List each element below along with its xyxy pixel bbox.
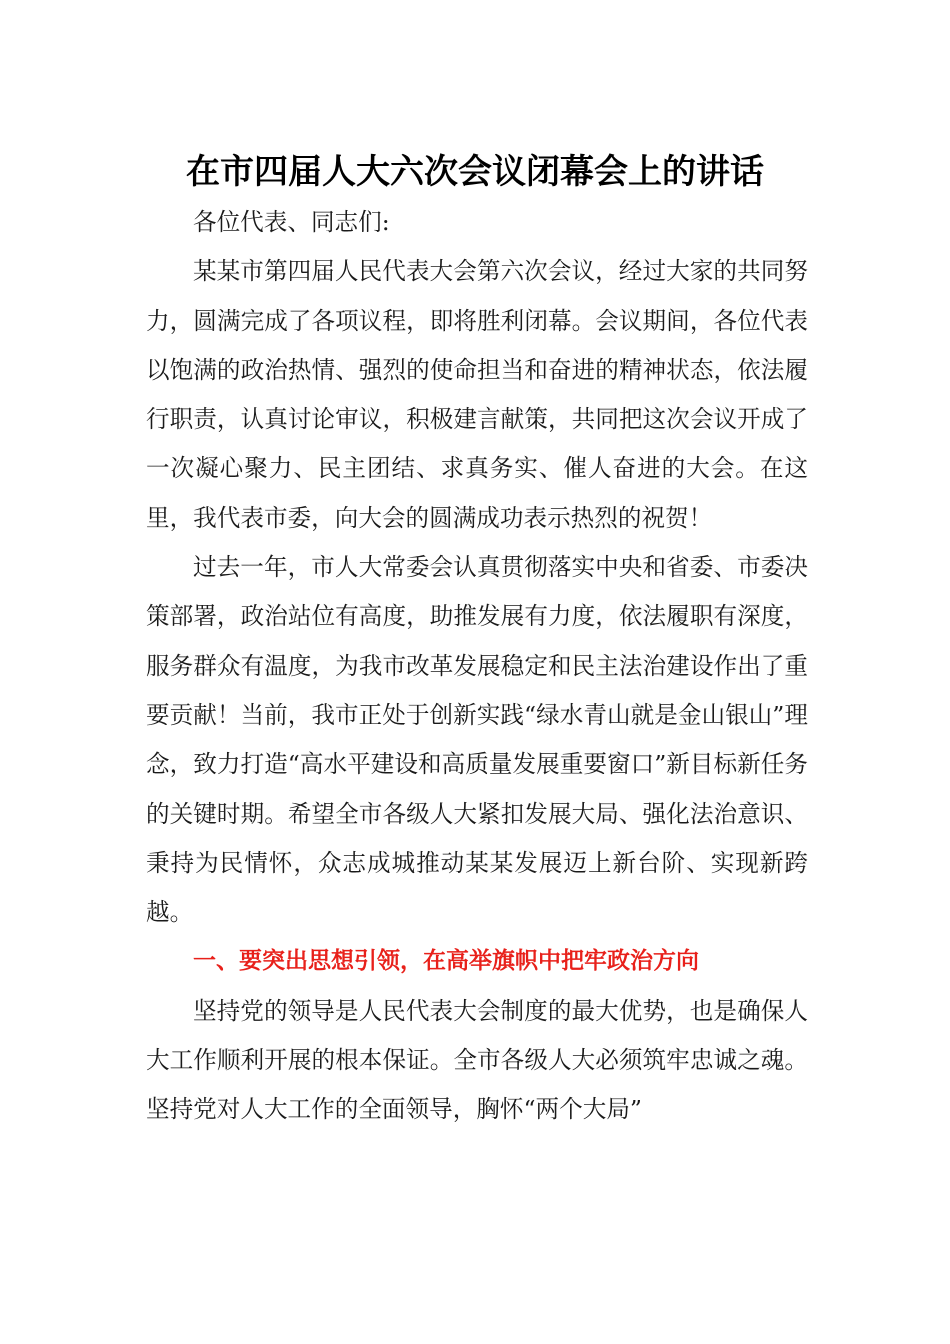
paragraph-review: 过去一年，市人大常委会认真贯彻落实中央和省委、市委决策部署，政治站位有高度，助推发展有力度，依法履职有深度，服务群众有温度，为我市改革发展稳定和民主法治建设作出了重要贡献！当前，我市正处于创新实践“绿水青山就是金山银山”理念，致力打造“高水平建设和高质量发展重要窗口”新目标新任务的关键时期。希望全市各级人大紧扣发展大局、强化法治意识、秉持为民情怀，众志成城推动某某发展迈上新台阶、实现新跨越。 xyxy=(146,553,808,927)
document-title: 在市四届人大六次会议闭幕会上的讲话 xyxy=(186,152,764,192)
paragraph-opening: 某某市第四届人民代表大会第六次会议，经过大家的共同努力，圆满完成了各项议程，即将胜利闭幕。会议期间，各位代表以饱满的政治热情、强烈的使命担当和奋进的精神状态，依法履行职责，认真讨论审议，积极建言献策，共同把这次会议开成了一次凝心聚力、民主团结、求真务实、催人奋进的大会。在这里，我代表市委，向大会的圆满成功表示热烈的祝贺！ xyxy=(146,257,808,532)
section-heading-1: 一、要突出思想引领，在高举旗帜中把牢政治方向 xyxy=(193,948,699,975)
salutation: 各位代表、同志们: xyxy=(193,208,390,236)
document-body xyxy=(146,198,808,1135)
paragraph-section-1: 坚持党的领导是人民代表大会制度的最大优势，也是确保人大工作顺利开展的根本保证。全市各级人大必须筑牢忠诚之魂。坚持党对人大工作的全面领导，胸怀“两个大局” xyxy=(146,996,808,1124)
